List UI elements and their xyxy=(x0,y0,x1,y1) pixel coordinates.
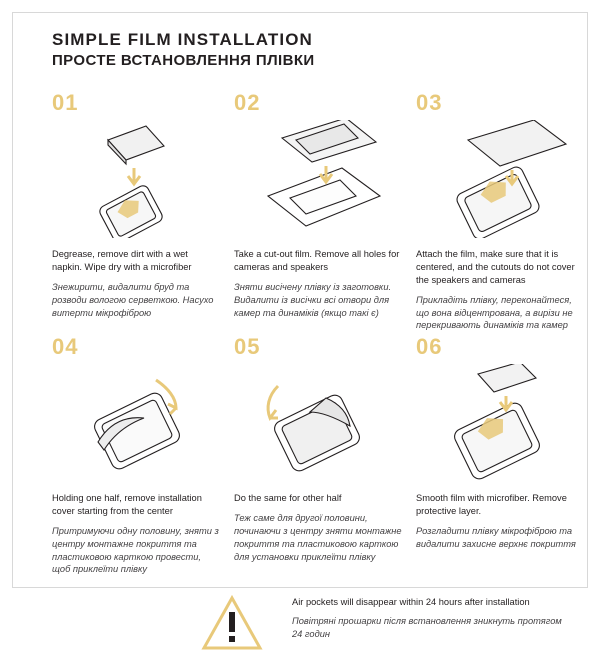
step-number: 01 xyxy=(52,90,79,116)
step-number: 05 xyxy=(234,334,261,360)
step-text-en: Smooth film with microfiber. Remove protective layer. xyxy=(416,493,567,517)
peel-half-icon xyxy=(52,364,220,482)
step-text-uk: Притримуючи одну половину, зняти з центру монтажне покриття та пластиковою карткою провести, щоб приклеїти плівку xyxy=(52,525,219,575)
phone-wipe-icon xyxy=(52,120,220,238)
step-text-uk: Теж саме для другої половини, починаючи з центру зняти монтажне покриття та пластиковою карткою для установки приклеїти плівку xyxy=(234,513,402,562)
step-03 xyxy=(416,92,584,332)
peel-other-half-icon xyxy=(234,364,402,482)
film-align-icon xyxy=(416,120,584,238)
footer-note xyxy=(36,590,564,656)
step-text-en: Attach the film, make sure that it is centered, and the cutouts do not cover the speakers and cameras xyxy=(416,249,575,285)
film-cutout-icon xyxy=(234,120,402,238)
page-header xyxy=(36,30,564,70)
step-text-uk: Прикладіть плівку, переконайтеся, що вона відцентрована, а вирізи не перекривають динаміків та камер xyxy=(416,294,573,331)
footer-text-block xyxy=(292,590,564,640)
step-text-en: Degrease, remove dirt with a wet napkin. Wipe dry with a microfiber xyxy=(52,249,192,273)
step-text-uk: Зняти висічену плівку із заготовки. Видалити із висічки всі отвори для камер та динаміків (якщо такі є) xyxy=(234,281,392,318)
step-text-uk: Розгладити плівку мікрофіброю та видалити захисне верхнє покриття xyxy=(416,525,576,549)
smooth-microfiber-icon xyxy=(416,364,584,482)
footer-text-en: Air pockets will disappear within 24 hours after installation xyxy=(292,597,530,608)
step-text-en: Take a cut-out film. Remove all holes for cameras and speakers xyxy=(234,249,400,273)
step-02 xyxy=(234,92,402,332)
step-text-en: Holding one half, remove installation cover starting from the center xyxy=(52,493,202,517)
step-text-en: Do the same for other half xyxy=(234,493,342,504)
page-title-en: SIMPLE FILM INSTALLATION xyxy=(52,30,313,49)
step-number: 02 xyxy=(234,90,261,116)
step-04 xyxy=(52,336,220,576)
steps-grid xyxy=(36,90,576,576)
page-title-uk: ПРОСТЕ ВСТАНОВЛЕННЯ ПЛІВКИ xyxy=(52,51,315,69)
footer-text-uk: Повітряні прошарки після встановлення зникнуть протягом 24 годин xyxy=(292,616,562,639)
step-number: 06 xyxy=(416,334,443,360)
warning-exclamation-icon xyxy=(186,590,278,656)
step-01 xyxy=(52,92,220,332)
step-text-uk: Знежирити, видалити бруд та розводи вологою серветкою. Насухо витерти мікрофіброю xyxy=(52,281,214,318)
step-05 xyxy=(234,336,402,576)
step-number: 04 xyxy=(52,334,79,360)
step-number: 03 xyxy=(416,90,443,116)
step-06 xyxy=(416,336,584,576)
